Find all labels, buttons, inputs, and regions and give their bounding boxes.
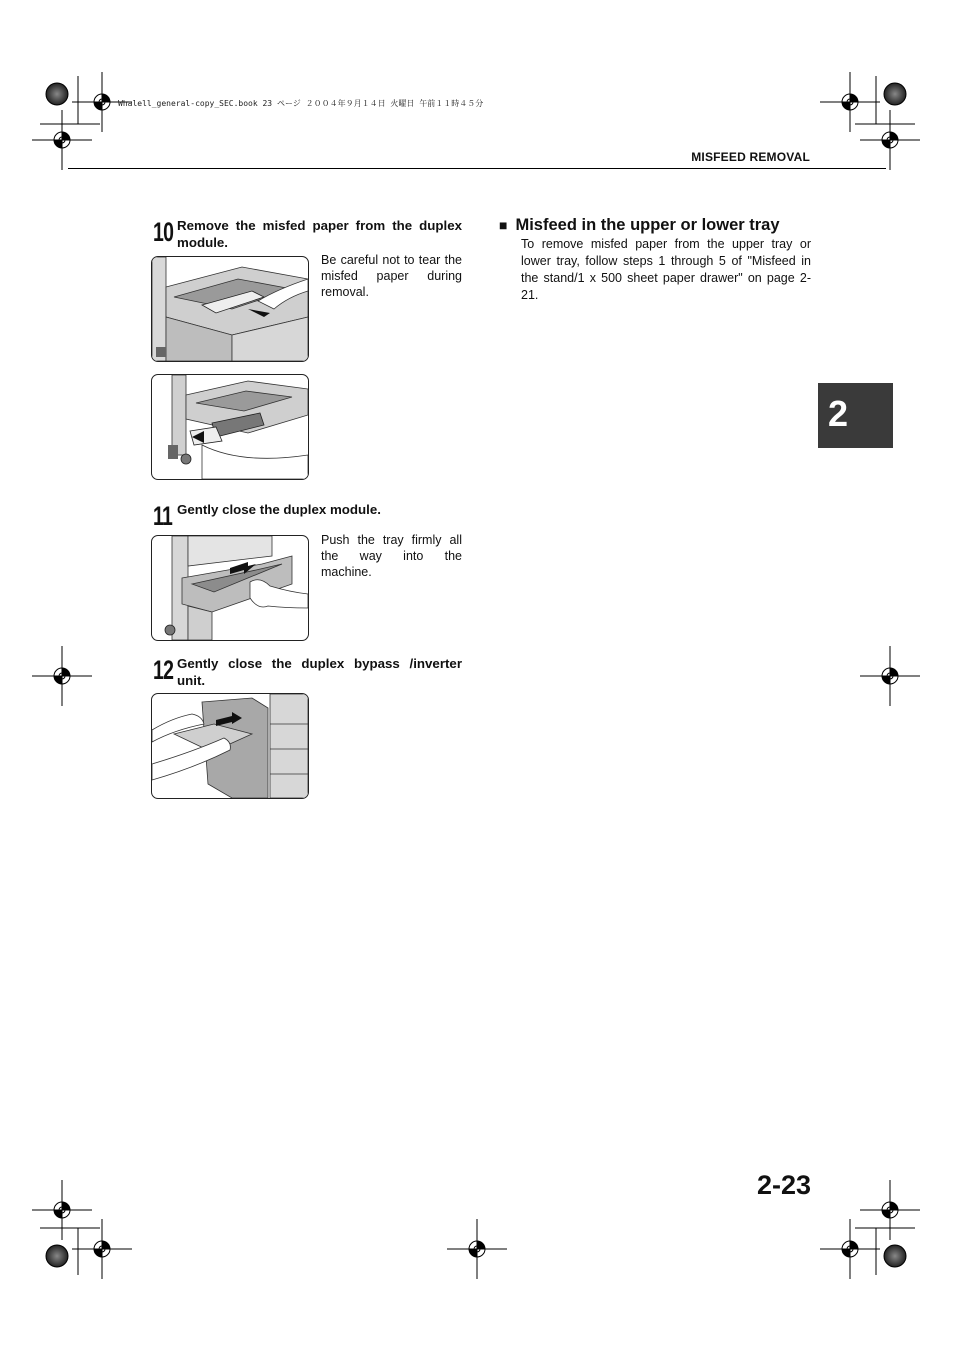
square-bullet-icon: ■ — [499, 217, 508, 233]
paper-removal-module-icon — [151, 374, 309, 480]
paper-removal-drawer-icon — [151, 256, 309, 362]
header-rule — [68, 168, 886, 169]
step-title: Gently close the duplex module. — [177, 502, 381, 517]
section-heading — [499, 216, 819, 235]
step-number: 12 — [153, 655, 174, 685]
section-header: MISFEED REMOVAL — [691, 150, 810, 164]
chapter-number: 2 — [828, 393, 849, 434]
close-inverter-unit-icon — [151, 693, 309, 799]
section-heading-text: Misfeed in the upper or lower tray — [515, 216, 780, 234]
file-meta-line: Whalell_general-copy_SEC.book 23 ページ ２００４年９月１４日 火曜日 午前１１時４５分 — [118, 99, 484, 108]
step-note: Push the tray firmly all the way into the machine. — [321, 533, 462, 579]
step-number: 10 — [153, 217, 174, 247]
step-title: Remove the misfed paper from the duplex module. — [177, 218, 462, 250]
step-number: 11 — [153, 501, 173, 531]
step-title: Gently close the duplex bypass /inverter unit. — [177, 656, 462, 688]
page-number: 2-23 — [756, 1170, 811, 1200]
step-note: Be careful not to tear the misfed paper during removal. — [321, 253, 462, 299]
close-module-icon — [151, 535, 309, 641]
section-body: To remove misfed paper from the upper tray or lower tray, follow steps 1 through 5 of "Misfeed in the stand/1 x 500 sheet paper drawer" on page 2-21. — [521, 237, 811, 302]
chapter-tab — [818, 383, 893, 448]
